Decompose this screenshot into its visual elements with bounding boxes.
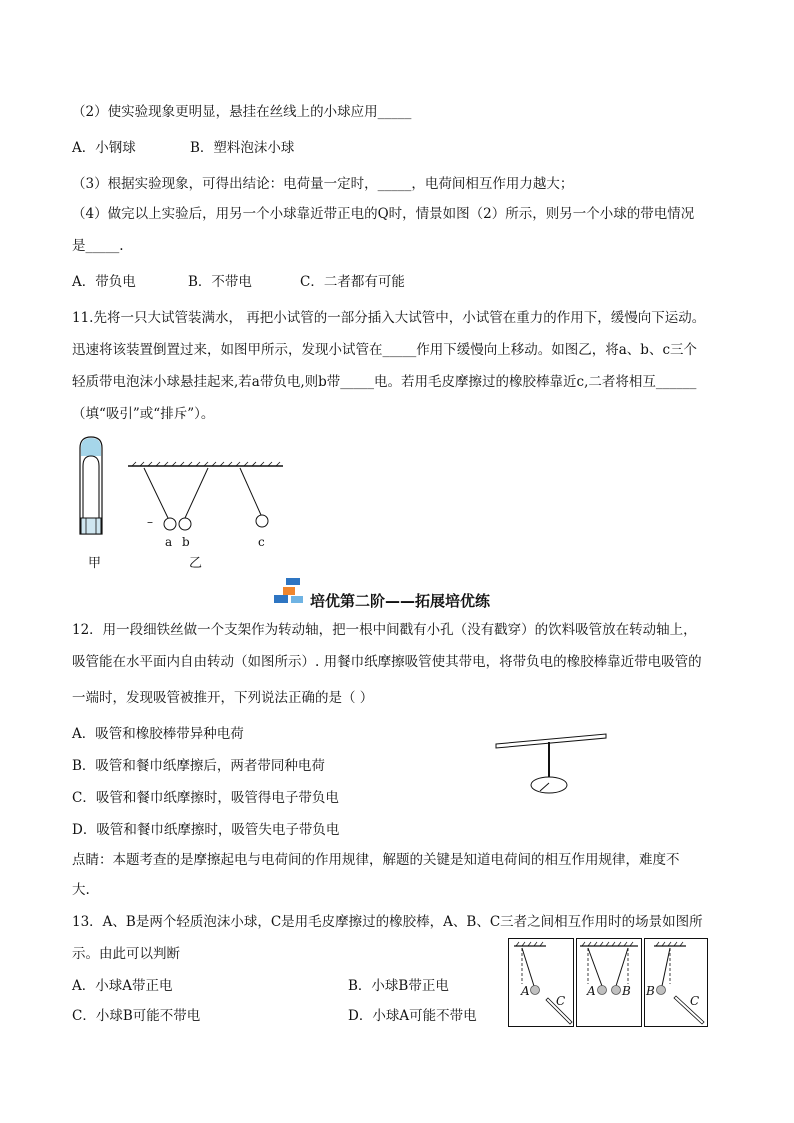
figure-yi-label: 乙 (189, 556, 203, 571)
ball-a-label: a (165, 535, 173, 549)
hanging-balls-figure (128, 462, 288, 542)
q13-line1: 13．A、B是两个轻质泡沫小球，C是用毛皮摩擦过的橡胶棒，A、B、C三者之间相互作用时的场景如图所 (72, 914, 703, 930)
q12-line1: 12．用一段细铁丝做一个支架作为转动轴，把一根中间戳有小孔（没有戳穿）的饮料吸管放在转动轴上， (72, 622, 697, 638)
ball-c-label: c (258, 535, 265, 549)
q10-part4-line2: 是_____. (72, 238, 124, 254)
q13-fig2-label-a: A (587, 984, 596, 998)
q13-figure-box-1 (508, 938, 574, 1028)
q13-figure-box-2 (576, 938, 642, 1028)
q11-line3: 轻质带电泡沫小球悬挂起来,若a带负电,则b带_____电。若用毛皮摩擦过的橡胶棒靠近c,二者将相互______ (72, 374, 697, 390)
q13-line2: 示。由此可以判断 (72, 946, 180, 962)
q10-part2: （2）使实验现象更明显，悬挂在丝线上的小球应用_____ (72, 104, 412, 120)
straw-pivot-figure (494, 728, 610, 800)
q10-part4-option-b: B．不带电 (188, 274, 252, 290)
q12-line2: 吸管能在水平面内自由转动（如图所示）. 用餐巾纸摩擦吸管使其带电，将带负电的橡胶棒靠近带电吸管的 (72, 654, 702, 670)
q12-comment-line2: 大. (72, 882, 90, 898)
q13-fig1-label-c: C (556, 994, 566, 1008)
figure-jia-label: 甲 (88, 556, 102, 571)
q12-option-b: B．吸管和餐巾纸摩擦后，两者带同种电荷 (72, 758, 325, 774)
q11-line4: （填“吸引”或“排斥”）。 (72, 406, 215, 422)
q13-option-b: B．小球B带正电 (348, 978, 449, 994)
q13-option-d: D．小球A可能不带电 (348, 1008, 477, 1024)
q13-fig2-label-b: B (622, 984, 631, 998)
q13-option-c: C．小球B可能不带电 (72, 1008, 201, 1024)
q13-fig3-label-c: C (690, 994, 700, 1008)
ball-a-charge-label: – (147, 515, 153, 529)
q10-part3: （3）根据实验现象，可得出结论：电荷量一定时，_____，电荷间相互作用力越大； (72, 176, 574, 192)
q12-option-a: A．吸管和橡胶棒带异种电荷 (72, 726, 244, 742)
q12-option-c: C．吸管和餐巾纸摩擦时，吸管得电子带负电 (72, 790, 339, 806)
q13-figure-box-3 (644, 938, 708, 1028)
q13-fig3-label-b: B (646, 984, 655, 998)
q10-part4-option-c: C．二者都有可能 (300, 274, 405, 290)
q13-option-a: A．小球A带正电 (72, 978, 173, 994)
section-blocks-icon (272, 576, 308, 608)
ball-b-label: b (182, 535, 190, 549)
test-tube-figure (76, 434, 106, 544)
q12-comment-line1: 点睛：本题考查的是摩擦起电与电荷间的作用规律，解题的关键是知道电荷间的相互作用规律，难度不 (72, 852, 680, 868)
q10-part4-option-a: A．带负电 (72, 274, 136, 290)
q12-line3: 一端时，发现吸管被推开，下列说法正确的是（ ） (72, 690, 374, 706)
q13-fig1-label-a: A (521, 984, 530, 998)
section-title: 培优第二阶——拓展培优练 (310, 592, 491, 610)
q12-option-d: D．吸管和餐巾纸摩擦时，吸管失电子带负电 (72, 822, 340, 838)
q10-part2-option-a: A．小钢球 (72, 140, 136, 156)
q10-part2-option-b: B．塑料泡沫小球 (190, 140, 295, 156)
q11-line2: 迅速将该装置倒置过来，如图甲所示，发现小试管在_____作用下缓慢向上移动。如图乙，将a、b、c三个 (72, 342, 697, 358)
q11-line1: 11.先将一只大试管装满水， 再把小试管的一部分插入大试管中，小试管在重力的作用下，缓慢向下运动。 (72, 310, 706, 326)
q10-part4-line1: （4）做完以上实验后，用另一个小球靠近带正电的Q时，情景如图（2）所示，则另一个小球的带电情况 (72, 206, 695, 222)
section-header (0, 588, 794, 612)
